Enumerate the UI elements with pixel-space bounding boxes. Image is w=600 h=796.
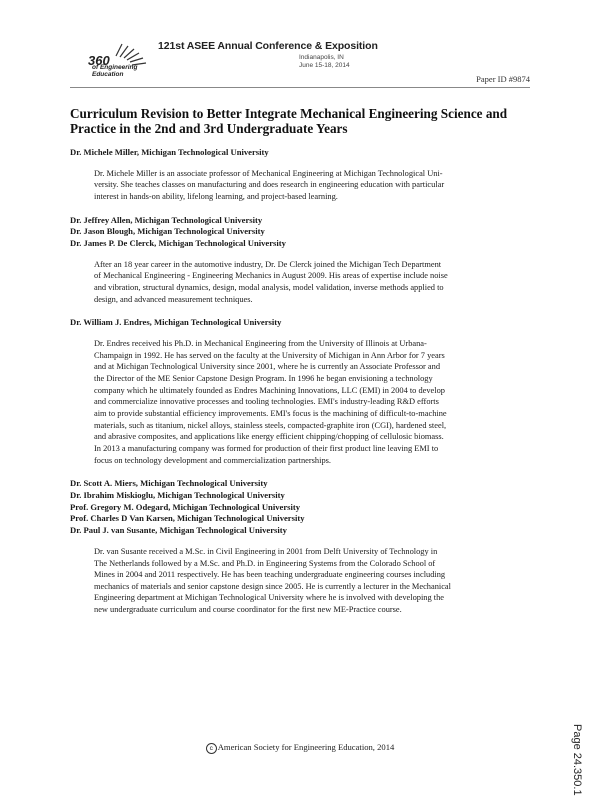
author-name: Prof. Charles D Van Karsen, Michigan Technological University	[70, 513, 305, 524]
bio-line: new undergraduate curriculum and course coordinator for the first new ME-Practice course.	[94, 605, 402, 615]
bio-line: Dr. Michele Miller is an associate professor of Mechanical Engineering at Michigan Technological Uni-	[94, 168, 443, 178]
bio-line: In 2013 a manufacturing company was formed for production of their first product line leaving EMI to	[94, 444, 439, 454]
conference-title: 121st ASEE Annual Conference & Exposition	[158, 40, 378, 52]
bio-line: aim to provide substantial efficiency improvements. EMI's focus is the machining of difficult-to-machine	[94, 409, 447, 419]
author-name: Dr. Michele Miller, Michigan Technological University	[70, 147, 269, 157]
paper-title: Curriculum Revision to Better Integrate Mechanical Engineering Science and Practice in the 2nd and 3rd Undergraduate Years	[70, 106, 508, 136]
logo-text: of Engineering Education	[92, 64, 138, 78]
author-bio	[94, 338, 530, 466]
bio-line: and at Michigan Technological University since 2001, where he is currently an Associate Professor and	[94, 362, 441, 372]
bio-line: interest in hands-on ability, lifelong learning, and project-based learning.	[94, 192, 338, 202]
author-name: Dr. Ibrahim Miskioglu, Michigan Technological University	[70, 490, 285, 501]
conference-dates: June 15-18, 2014	[299, 62, 350, 69]
author-bio	[94, 546, 530, 616]
bio-line: focus on technology development and commercialization partnerships.	[94, 455, 331, 465]
bio-line: Mines in 2004 and 2011 respectively. He has been teaching undergraduate engineering courses including	[94, 570, 446, 580]
author-name: Prof. Gregory M. Odegard, Michigan Technological University	[70, 501, 301, 512]
bio-line: mechanics of materials and senior capstone design since 2005. He is currently a lecturer in the Mechanical	[94, 581, 451, 591]
bio-line: company which he ultimately founded as Endres Machining Innovations, LLC (EMI) in 2004 to develop	[94, 385, 445, 395]
bio-line: and commercialize innovative processes and tooling technologies. EMI's industry-leading R&D efforts	[94, 397, 439, 407]
bio-line: The Netherlands followed by a M.Sc. and Ph.D. in Engineering Systems from the Colorado School of	[94, 558, 436, 568]
author-bio	[94, 259, 530, 306]
footer-copyright	[0, 742, 600, 754]
bio-line: versity. She teaches classes on manufacturing and does research in engineering education with particular	[94, 180, 445, 190]
copyright-text: American Society for Engineering Education, 2014	[217, 742, 395, 752]
bio-line: After an 18 year career in the automotive industry, Dr. De Clerck joined the Michigan Tech Department	[94, 259, 442, 269]
bio-line: the Director of the ME Senior Capstone Design Program. In 1996 he began envisioning a technology	[94, 374, 433, 384]
bio-line: and abrasive composites, and applications like energy efficient chipping/chopping of cellulosic biomass.	[94, 432, 444, 442]
header-divider	[70, 87, 530, 88]
page-number: Page 24.350.1	[571, 724, 583, 796]
author-bio	[94, 168, 530, 203]
bio-line: Engineering department at Michigan Technological University where he is involved with developing the	[94, 593, 444, 603]
author-name: Dr. James P. De Clerck, Michigan Technological University	[70, 238, 286, 249]
author-name: Dr. Paul J. van Susante, Michigan Technological University	[70, 525, 287, 536]
bio-line: Dr. van Susante received a M.Sc. in Civil Engineering in 2001 from Delft University of Technology in	[94, 546, 438, 556]
bio-line: and vibration, structural dynamics, design, modal analysis, model validation, inverse methods applied to	[94, 283, 444, 293]
author-name: Dr. Scott A. Miers, Michigan Technological University	[70, 478, 268, 489]
author-name: Dr. Jason Blough, Michigan Technological University	[70, 226, 265, 237]
bio-line: Champaign in 1992. He has served on the faculty at the University of Michigan in Ann Arbor for 7 years	[94, 350, 445, 360]
conference-city: Indianapolis, IN	[299, 54, 344, 61]
copyright-icon: c	[206, 743, 217, 754]
logo-mark: 360	[88, 53, 110, 68]
bio-line: design, and advanced measurement techniques.	[94, 294, 253, 304]
bio-line: materials, such as titanium, nickel alloys, stainless steels, compacted-graphite iron (CGI), hardened steel,	[94, 420, 447, 430]
asee-360-logo	[86, 42, 156, 82]
paper-id: Paper ID #9874	[476, 74, 530, 84]
author-bios	[70, 147, 530, 628]
author-name: Dr. William J. Endres, Michigan Technological University	[70, 317, 282, 328]
author-name: Dr. Jeffrey Allen, Michigan Technological University	[70, 214, 263, 225]
bio-line: Dr. Endres received his Ph.D. in Mechanical Engineering from the University of Illinois at Urbana-	[94, 339, 427, 349]
bio-line: of Mechanical Engineering - Engineering Mechanics in August 2009. His areas of expertise include noise	[94, 271, 448, 281]
